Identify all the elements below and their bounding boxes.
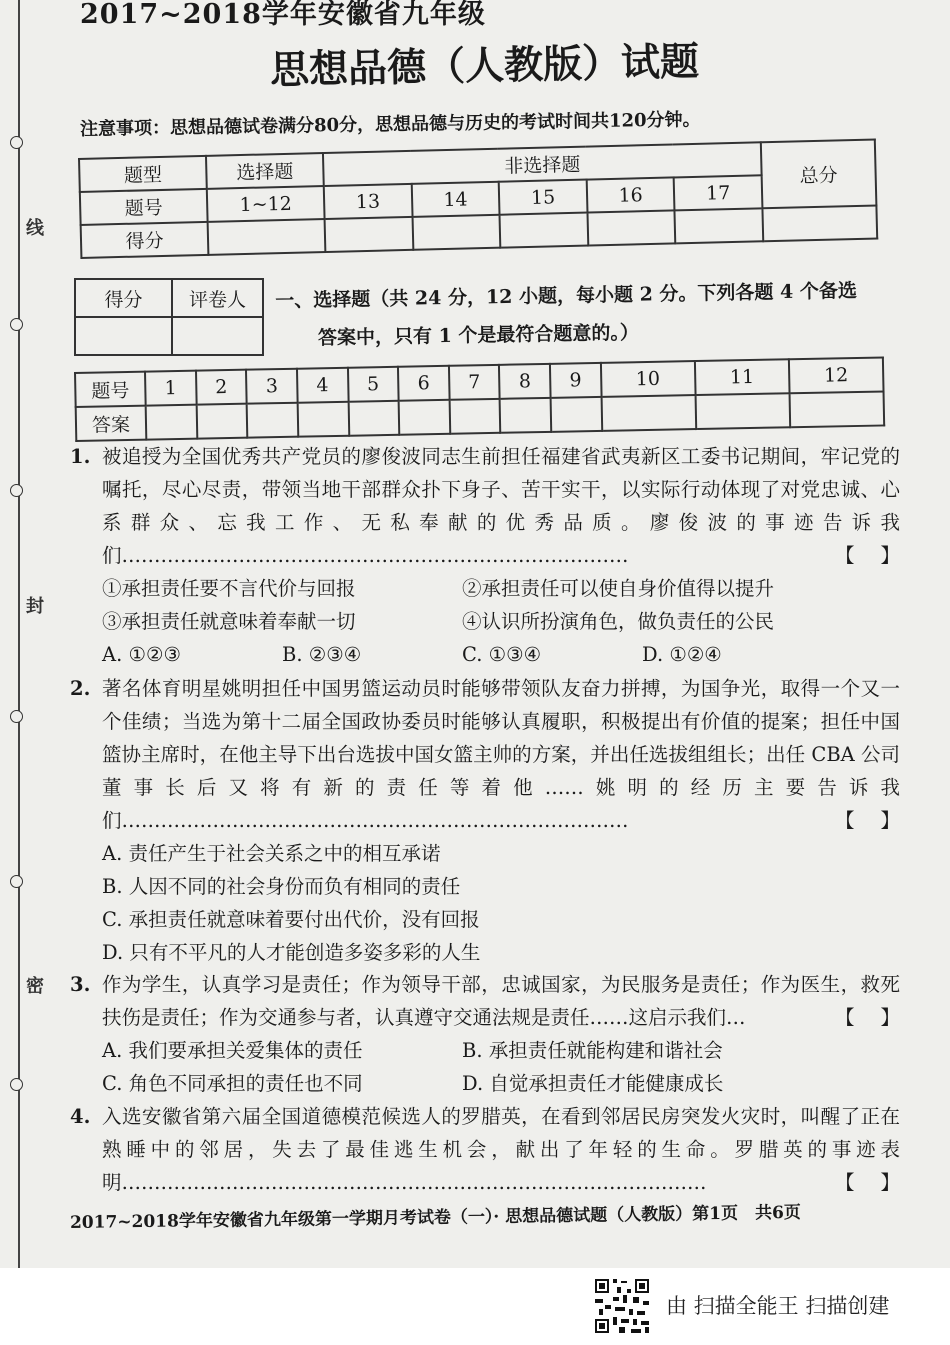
answer-bracket: 【】 [834, 809, 926, 832]
option-b[interactable]: B. ②③④ [282, 643, 362, 666]
question-number-cell: 16 [586, 177, 674, 212]
score-entry-cell[interactable] [412, 215, 500, 250]
answer-bracket: 【】 [834, 1171, 926, 1194]
answer-bracket: 【】 [834, 544, 926, 567]
question-number-cell: 15 [499, 180, 587, 215]
option-b[interactable]: B. 人因不同的社会身份而负有相同的责任 [102, 875, 461, 898]
question-3 [70, 968, 926, 1100]
question-4 [70, 1100, 926, 1199]
grader-name-entry[interactable] [172, 317, 263, 355]
binding-char-seal: 封 [26, 596, 44, 617]
answer-number-cell: 12 [789, 357, 884, 393]
option-list [102, 837, 900, 969]
answer-entry-cell[interactable] [146, 405, 197, 440]
answer-entry-cell[interactable] [196, 404, 247, 439]
score-entry-cell[interactable] [675, 208, 763, 243]
page-footer: 2017~2018学年安徽省九年级第一学期月考试卷（一）· 思想品德试题（人教版）第1页 共6页 [69, 1202, 801, 1233]
question-stem [102, 440, 926, 572]
statement: ②承担责任可以使自身价值得以提升 [462, 577, 775, 600]
choice-range-cell: 1~12 [207, 186, 325, 222]
binding-hole [10, 1078, 23, 1091]
nonchoice-type-cell: 非选择题 [323, 142, 762, 186]
option-c[interactable]: C. ①③④ [462, 643, 542, 666]
binding-char-secret: 密 [26, 976, 44, 997]
answer-entry-cell[interactable] [348, 401, 399, 436]
question-2 [70, 672, 926, 969]
answer-number-cell: 1 [145, 371, 196, 406]
answer-number-cell: 8 [499, 364, 550, 399]
option-d[interactable]: D. 自觉承担责任才能健康成长 [462, 1072, 724, 1095]
answer-entry-cell[interactable] [449, 399, 500, 434]
grader-score-entry[interactable] [75, 317, 172, 355]
binding-hole [10, 875, 23, 888]
option-d[interactable]: D. ①②④ [642, 643, 722, 666]
binding-hole [10, 318, 23, 331]
question-number-cell: 14 [411, 182, 499, 217]
statement: ③承担责任就意味着奉献一切 [102, 610, 356, 633]
option-d[interactable]: D. 只有不平凡的人才能创造多姿多彩的人生 [102, 941, 481, 964]
question-number-cell: 13 [324, 184, 412, 219]
answer-number-cell: 11 [695, 359, 790, 395]
row-label-type: 题型 [79, 156, 207, 192]
grader-table [74, 278, 264, 356]
exam-notice: 注意事项：思想品德试卷满分80分，思想品德与历史的考试时间共120分钟。 [79, 109, 701, 140]
binding-hole [10, 710, 23, 723]
exam-series-title: 2017~2018学年安徽省九年级 [80, 0, 486, 30]
score-entry-cell[interactable] [208, 219, 326, 255]
score-entry-cell[interactable] [325, 217, 413, 252]
answer-entry-cell[interactable] [298, 402, 349, 437]
option-b[interactable]: B. 承担责任就能构建和谐社会 [462, 1039, 723, 1062]
answer-row-label: 答案 [76, 406, 147, 441]
section-heading-line2: 答案中，只有 1 个是最符合题意的。） [317, 321, 640, 350]
question-stem [102, 672, 926, 837]
question-text: 著名体育明星姚明担任中国男篮运动员时能够带领队友奋力拼搏，为国争光，取得一个又一个佳绩；当选为第十二届全国政协委员时能够认真履职，积极提出有价值的提案；担任中国篮协主席时，在他主导下出台选拔中国女篮主帅的方案，并出任选拔组组长；出任 CBA 公司董事长后又将有新的责任等着他……姚明的经历主要告诉我们…………………………………………………………………… [102, 677, 900, 832]
answer-number-cell: 3 [246, 369, 297, 404]
total-score-header: 总分 [761, 140, 877, 209]
answer-entry-cell[interactable] [399, 400, 450, 435]
statement: ④认识所扮演角色，做负责任的公民 [462, 610, 775, 633]
option-a[interactable]: A. 责任产生于社会关系之中的相互承诺 [102, 842, 441, 865]
choice-type-cell: 选择题 [206, 153, 324, 189]
score-summary-table [78, 139, 878, 259]
score-entry-cell[interactable] [500, 213, 588, 248]
answer-bracket: 【】 [834, 1006, 926, 1029]
option-a[interactable]: A. 我们要承担关爱集体的责任 [102, 1039, 363, 1062]
answer-row-num-label: 题号 [75, 372, 146, 407]
binding-hole [10, 484, 23, 497]
answer-grid [74, 356, 885, 442]
question-number: 2. [70, 677, 91, 700]
score-entry-cell[interactable] [587, 210, 675, 245]
answer-entry-cell[interactable] [601, 395, 696, 431]
row-label-number: 题号 [80, 189, 208, 225]
statement: ①承担责任要不言代价与回报 [102, 577, 356, 600]
question-number: 3. [70, 973, 91, 996]
row-label-score: 得分 [81, 222, 209, 258]
grader-name-label: 评卷人 [172, 279, 263, 317]
answer-entry-cell[interactable] [695, 393, 790, 429]
question-number: 1. [70, 445, 91, 468]
binding-char-line: 线 [26, 218, 44, 239]
binding-hole [10, 136, 23, 149]
question-1 [70, 440, 926, 671]
question-number-cell: 17 [674, 175, 762, 210]
option-c[interactable]: C. 承担责任就意味着要付出代价，没有回报 [102, 908, 480, 931]
option-list [102, 638, 900, 671]
answer-number-cell: 5 [347, 367, 398, 402]
option-a[interactable]: A. ①②③ [102, 643, 181, 666]
answer-number-cell: 4 [297, 368, 348, 403]
question-text: 入选安徽省第六届全国道德模范候选人的罗腊英，在看到邻居民房突发火灾时，叫醒了正在熟睡中的邻居，失去了最佳逃生机会，献出了年轻的生命。罗腊英的事迹表明……………………………………………………………………………… [102, 1105, 900, 1194]
question-stem [102, 1100, 926, 1199]
statement-list [102, 572, 900, 638]
question-text: 被追授为全国优秀共产党员的廖俊波同志生前担任福建省武夷新区工委书记期间，牢记党的嘱托，尽心尽责，带领当地干部群众扑下身子、苦干实干，以实际行动体现了对党忠诚、心系群众、忘我工作、无私奉献的优秀品质。廖俊波的事迹告诉我们…………………………………………………………………… [102, 445, 900, 567]
question-number: 4. [70, 1105, 91, 1128]
answer-number-cell: 10 [601, 361, 696, 397]
option-list [102, 1034, 900, 1100]
qr-code-icon [593, 1277, 651, 1335]
score-entry-cell[interactable] [762, 206, 877, 242]
answer-entry-cell[interactable] [247, 403, 298, 438]
question-text: 作为学生，认真学习是责任；作为领导干部，忠诚国家，为民服务是责任；作为医生，救死扶伤是责任；作为交通参与者，认真遵守交通法规是责任……这启示我们… [102, 973, 900, 1029]
option-c[interactable]: C. 角色不同承担的责任也不同 [102, 1072, 363, 1095]
answer-entry-cell[interactable] [551, 397, 602, 432]
section-heading [275, 271, 896, 358]
scanner-watermark: 由 扫描全能王 扫描创建 [666, 1294, 890, 1318]
answer-number-cell: 6 [398, 366, 449, 401]
grader-score-label: 得分 [75, 279, 172, 317]
question-stem [102, 968, 926, 1034]
answer-entry-cell[interactable] [500, 398, 551, 433]
page-title: 思想品德（人教版）试题 [269, 38, 700, 94]
answer-number-cell: 9 [550, 363, 601, 398]
answer-number-cell: 7 [449, 365, 500, 400]
answer-number-cell: 2 [196, 370, 247, 405]
answer-entry-cell[interactable] [789, 391, 884, 427]
section-heading-line1: 一、选择题（共 24 分，12 小题，每小题 2 分。下列各题 4 个备选 [275, 279, 858, 312]
